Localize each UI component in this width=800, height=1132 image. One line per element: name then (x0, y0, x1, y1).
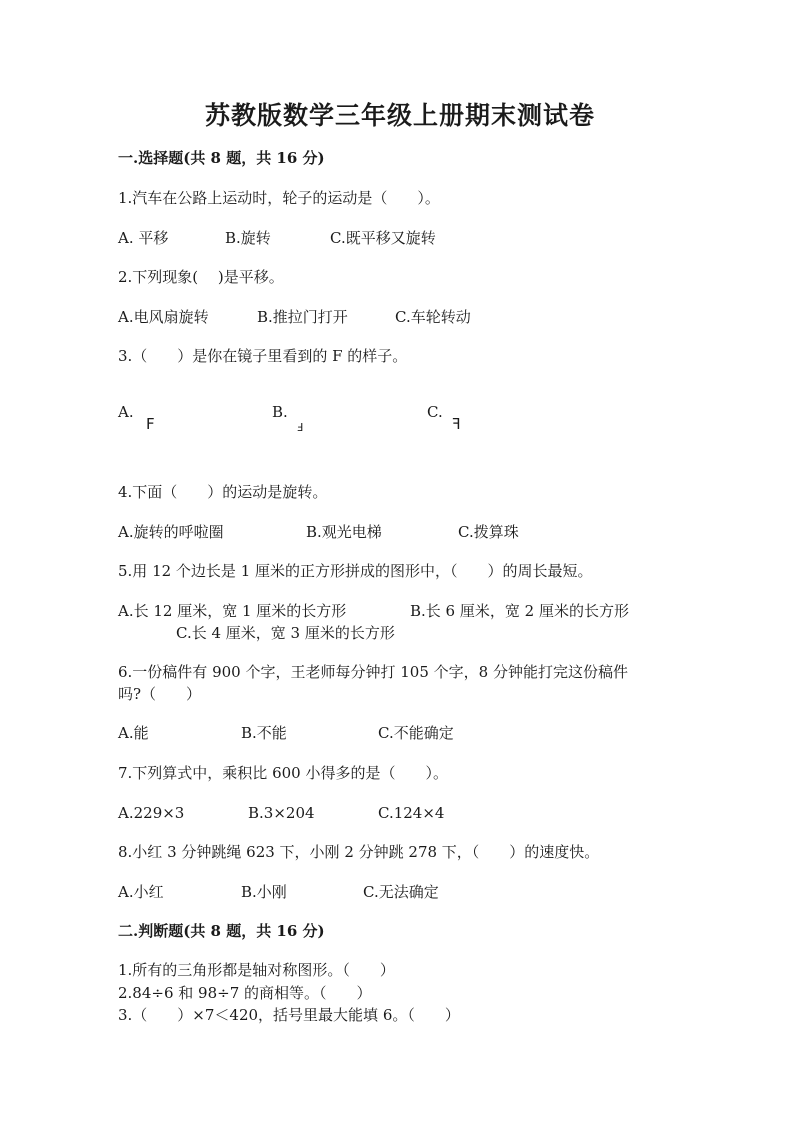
f-rotated-figure: F (297, 420, 304, 433)
q4-option-b: B.观光电梯 (306, 523, 382, 541)
q6-option-b: B.不能 (241, 724, 287, 742)
q4-option-a: A.旋转的呼啦圈 (118, 523, 224, 541)
q5-option-a: A.长 12 厘米，宽 1 厘米的长方形 (118, 602, 347, 620)
section-heading-judgement: 二.判断题(共 8 题，共 16 分) (118, 922, 325, 940)
q1-option-a: A. 平移 (118, 229, 169, 247)
q2-option-b: B.推拉门打开 (257, 308, 348, 326)
question-6-continued: 吗?（ ） (118, 685, 202, 703)
q4-option-c: C.拨算珠 (458, 523, 519, 541)
q8-option-a: A.小红 (118, 883, 164, 901)
f-upright-figure: F (146, 415, 155, 433)
question-7: 7.下列算式中，乘积比 600 小得多的是（ ）。 (118, 764, 448, 782)
f-mirrored-figure: F (452, 415, 461, 433)
judgement-item-3: 3.（ ）×7＜420，括号里最大能填 6。（ ） (118, 1006, 460, 1024)
q3-option-a: A. (118, 403, 134, 421)
q1-option-c: C.既平移又旋转 (330, 229, 436, 247)
q2-option-a: A.电风扇旋转 (118, 308, 209, 326)
q6-option-a: A.能 (118, 724, 149, 742)
q2-option-c: C.车轮转动 (395, 308, 471, 326)
question-8: 8.小红 3 分钟跳绳 623 下，小刚 2 分钟跳 278 下，（ ）的速度快。 (118, 843, 600, 861)
question-6: 6.一份稿件有 900 个字，王老师每分钟打 105 个字，8 分钟能打完这份稿件 (118, 663, 628, 681)
judgement-item-2: 2.84÷6 和 98÷7 的商相等。（ ） (118, 984, 372, 1002)
q8-option-b: B.小刚 (241, 883, 287, 901)
q1-option-b: B.旋转 (225, 229, 271, 247)
q3-option-b: B. (272, 403, 288, 421)
judgement-item-1: 1.所有的三角形都是轴对称图形。（ ） (118, 961, 395, 979)
question-2: 2.下列现象( )是平移。 (118, 268, 284, 286)
page-title: 苏教版数学三年级上册期末测试卷 (204, 101, 595, 130)
q5-option-b: B.长 6 厘米，宽 2 厘米的长方形 (410, 602, 629, 620)
q7-option-c: C.124×4 (378, 804, 445, 822)
question-4: 4.下面（ ）的运动是旋转。 (118, 483, 328, 501)
question-5: 5.用 12 个边长是 1 厘米的正方形拼成的图形中，（ ）的周长最短。 (118, 562, 593, 580)
section-heading-choice: 一.选择题(共 8 题，共 16 分) (118, 149, 325, 167)
q7-option-a: A.229×3 (118, 804, 185, 822)
q7-option-b: B.3×204 (248, 804, 315, 822)
q6-option-c: C.不能确定 (378, 724, 454, 742)
q8-option-c: C.无法确定 (363, 883, 439, 901)
q5-option-c: C.长 4 厘米，宽 3 厘米的长方形 (176, 624, 395, 642)
question-1: 1.汽车在公路上运动时，轮子的运动是（ ）。 (118, 189, 440, 207)
q3-option-c: C. (427, 403, 443, 421)
question-3: 3.（ ）是你在镜子里看到的 F 的样子。 (118, 347, 408, 365)
